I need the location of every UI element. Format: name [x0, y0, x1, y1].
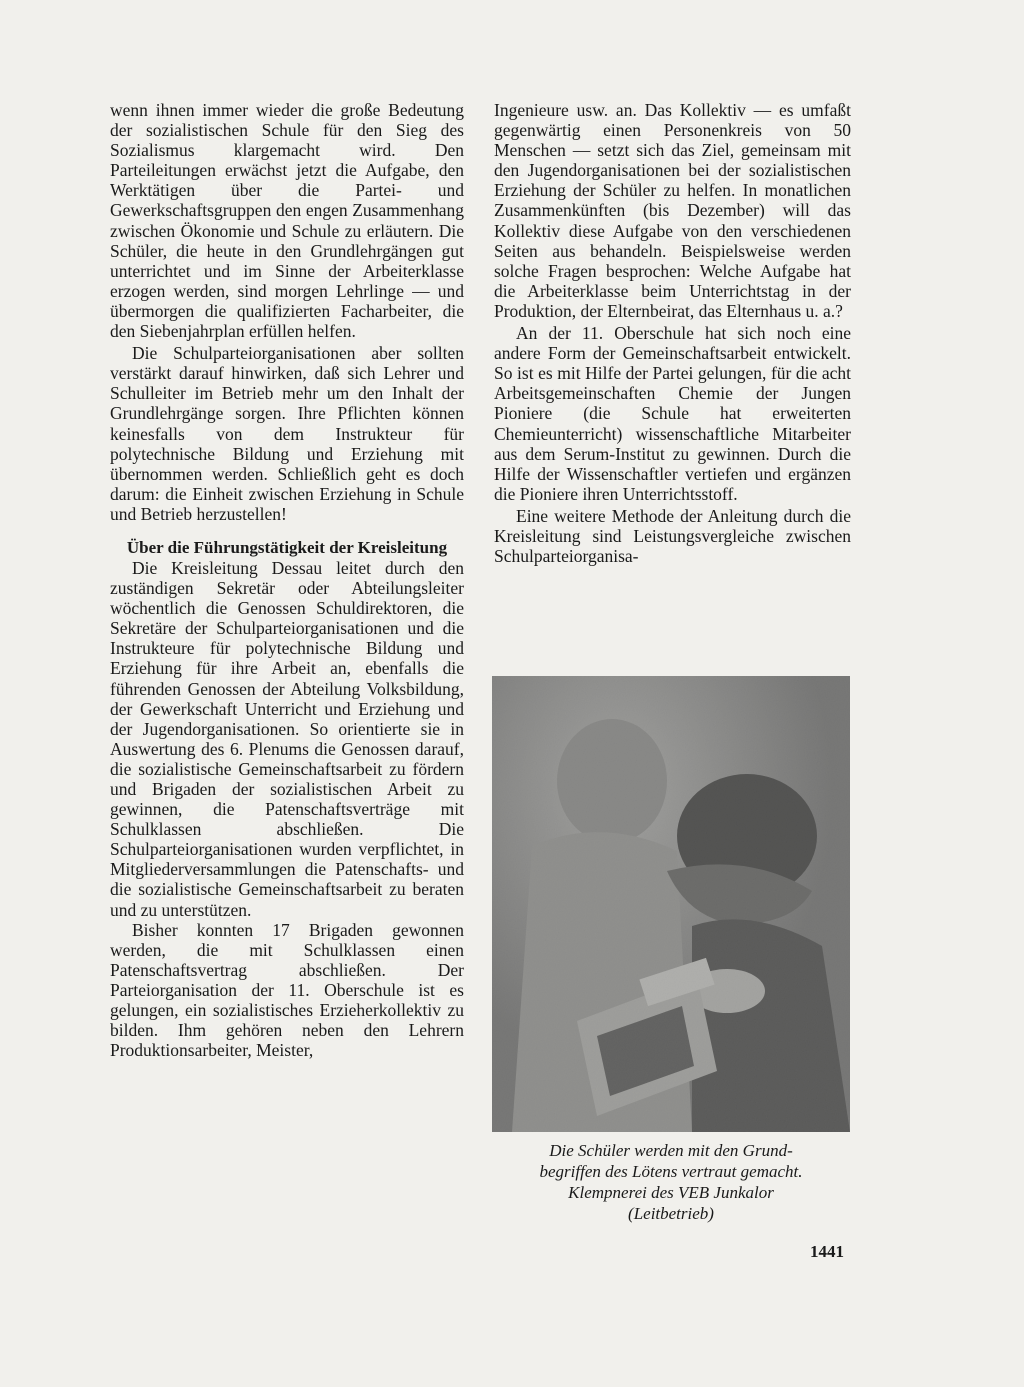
- right-paragraph-1: Ingenieure usw. an. Das Kollektiv — es umfaßt gegenwärtig einen Personenkreis von 50 Menschen — setzt sich das Ziel, gemeinsam mit den Jugendorganisationen bei der sozialistischen Erziehung der Schüler zu helfen. In monatlichen Zusammenkünften (bis Dezember) will das Kollektiv diese Aufgabe von den verschiedenen Seiten aus behandeln. Beispielsweise werden solche Fragen besprochen: Welche Aufgabe hat die Arbeiterklasse beim Unterrichtstag in der Produktion, der Elternbeirat, das Elternhaus u. a.?: [494, 100, 851, 321]
- left-column: [110, 100, 464, 1060]
- left-paragraph-2: Die Schulparteiorganisationen aber sollten verstärkt darauf hinwirken, daß sich Lehrer und Schulleiter im Betrieb mehr um den Inhalt der Grundlehrgänge sorgen. Ihre Pflichten können keinesfalls von dem Instrukteur für polytechnische Bildung und Erziehung mit übernommen werden. Schließlich geht es doch darum: die Einheit zwischen Erziehung in Schule und Betrieb herzustellen!: [110, 343, 464, 524]
- left-paragraph-4: Bisher konnten 17 Brigaden gewonnen werden, die mit Schulklassen einen Patenschaftsvertrag abschließen. Der Parteiorganisation der 11. Oberschule ist es gelungen, ein sozialistisches Erzieherkollektiv zu bilden. Ihm gehören neben den Lehrern Produktionsarbeiter, Meister,: [110, 919, 464, 1061]
- caption-line-1: Die Schüler werden mit den Grund-: [549, 1141, 793, 1160]
- caption-line-2: begriffen des Lötens vertraut gemacht.: [539, 1162, 803, 1181]
- left-paragraph-3: Die Kreisleitung Dessau leitet durch den zuständigen Sekretär oder Abteilungsleiter wöchentlich die Genossen Schuldirektoren, die Sekretäre der Schulparteiorganisationen und die Instrukteure für polytechnische Bildung und Erziehung für ihre Arbeit an, ebenfalls die führenden Genossen der Abteilung Volksbildung, der Gewerkschaft Unterricht und Erziehung und der Jugendorganisationen. So orientierte sie in Auswertung des 6. Plenums die Genossen darauf, die sozialistische Gemeinschaftsarbeit zu fördern und Brigaden der sozialistischen Arbeit zu gewinnen, die Patenschaftsverträge mit Schulklassen abschließen. Die Schulparteiorganisationen wurden verpflichtet, in Mitgliederversammlungen die Patenschafts- und die sozialistische Gemeinschaftsarbeit zu beraten und zu unterstützen.: [110, 557, 464, 920]
- left-paragraph-1: wenn ihnen immer wieder die große Bedeutung der sozialistischen Schule für den Sieg des Sozialismus klargemacht wird. Den Parteileitungen erwächst jetzt die Aufgabe, den Werktätigen über die Partei- und Gewerkschaftsgruppen den engen Zusammenhang zwischen Ökonomie und Schule zu erläutern. Die Schüler, die heute in den Grundlehrgängen gut unterrichtet und im Sinne der Arbeiterklasse erzogen werden, sind morgen Lehrlinge — und übermorgen die qualifizierten Facharbeiter, die den Siebenjahrplan erfüllen helfen.: [110, 100, 464, 342]
- right-column: [494, 100, 851, 566]
- right-paragraph-2: An der 11. Oberschule hat sich noch eine andere Form der Gemeinschaftsarbeit entwickelt. So ist es mit Hilfe der Partei gelungen, für die acht Arbeitsgemeinschaften Chemie der Jungen Pioniere (die Schule hat erweiterten Chemieunterricht) wissenschaftliche Mitarbeiter aus dem Serum-Institut zu gewinnen. Durch die Hilfe der Wissenschaftler vertiefen und ergänzen die Pioniere ihren Unterrichtsstoff.: [494, 323, 851, 504]
- page-number: 1441: [810, 1242, 844, 1261]
- right-paragraph-3: Eine weitere Methode der Anleitung durch die Kreisleitung sind Leistungsvergleiche zwischen Schulparteiorganisa-: [494, 505, 851, 567]
- photo-illustration: [492, 676, 850, 1132]
- photo-caption: [490, 1140, 852, 1224]
- halftone-photo: [492, 676, 850, 1132]
- section-heading: Über die Führungstätigkeit der Kreisleitung: [126, 537, 448, 557]
- caption-line-3: Klempnerei des VEB Junkalor: [568, 1183, 774, 1202]
- caption-line-4: (Leitbetrieb): [628, 1204, 714, 1223]
